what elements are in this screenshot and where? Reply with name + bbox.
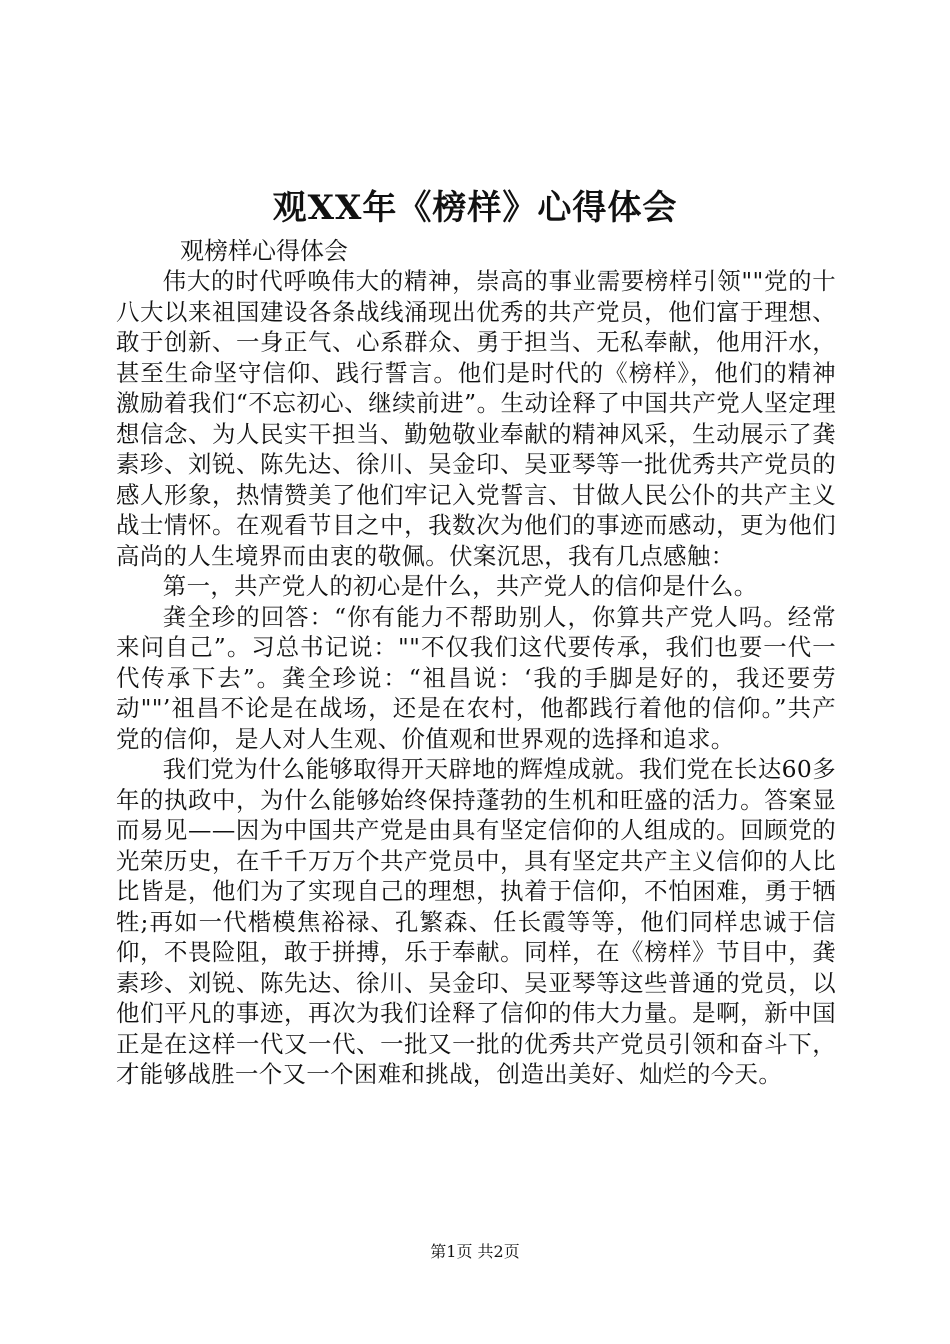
paragraph-4: 我们党为什么能够取得开天辟地的辉煌成就。我们党在长达60多年的执政中，为什么能够始终保持蓬勃的生机和旺盛的活力。答案显而易见——因为中国共产党是由具有坚定信仰的人组成的。回顾党的光荣历史，在千千万万个共产党员中，具有坚定共产主义信仰的人比比皆是，他们为了实现自己的理想，执着于信仰，不怕困难，勇于牺牲;再如一代楷模焦裕禄、孔繁森、任长霞等等，他们同样忠诚于信仰，不畏险阻，敢于拼搏，乐于奉献。同样，在《榜样》节目中，龚素珍、刘锐、陈先达、徐川、吴金印、吴亚琴等这些普通的党员，以他们平凡的事迹，再次为我们诠释了信仰的伟大力量。是啊，新中国正是在这样一代又一代、一批又一批的优秀共产党员引领和奋斗下，才能够战胜一个又一个困难和挑战，创造出美好、灿烂的今天。 xyxy=(116,755,836,1088)
document-title: 观XX年《榜样》心得体会 xyxy=(272,188,678,228)
document-subtitle: 观榜样心得体会 xyxy=(180,237,348,265)
document-body xyxy=(116,266,836,1090)
paragraph-2: 第一，共产党人的初心是什么，共产党人的信仰是什么。 xyxy=(162,572,758,600)
paragraph-1: 伟大的时代呼唤伟大的精神，崇高的事业需要榜样引领""党的十八大以来祖国建设各条战线涌现出优秀的共产党员，他们富于理想、敢于创新、一身正气、心系群众、勇于担当、无私奉献，他用汗水，甚至生命坚守信仰、践行誓言。他们是时代的《榜样》，他们的精神激励着我们“不忘初心、继续前进”。生动诠释了中国共产党人坚定理想信念、为人民实干担当、勤勉敬业奉献的精神风采，生动展示了龚素珍、刘锐、陈先达、徐川、吴金印、吴亚琴等一批优秀共产党员的感人形象，热情赞美了他们牢记入党誓言、甘做人民公仆的共产主义战士情怀。在观看节目之中，我数次为他们的事迹而感动，更为他们高尚的人生境界而由衷的敬佩。伏案沉思，我有几点感触： xyxy=(116,267,836,570)
page-footer: 第1页 共2页 xyxy=(430,1242,520,1261)
paragraph-3: 龚全珍的回答：“你有能力不帮助别人，你算共产党人吗。经常来问自己”。习总书记说：""不仅我们这代要传承，我们也要一代一代传承下去”。龚全珍说：“祖昌说：‘我的手脚是好的，我还要劳动""’祖昌不论是在战场，还是在农村，他都践行着他的信仰。”共产党的信仰，是人对人生观、价值观和世界观的选择和追求。 xyxy=(116,602,836,753)
